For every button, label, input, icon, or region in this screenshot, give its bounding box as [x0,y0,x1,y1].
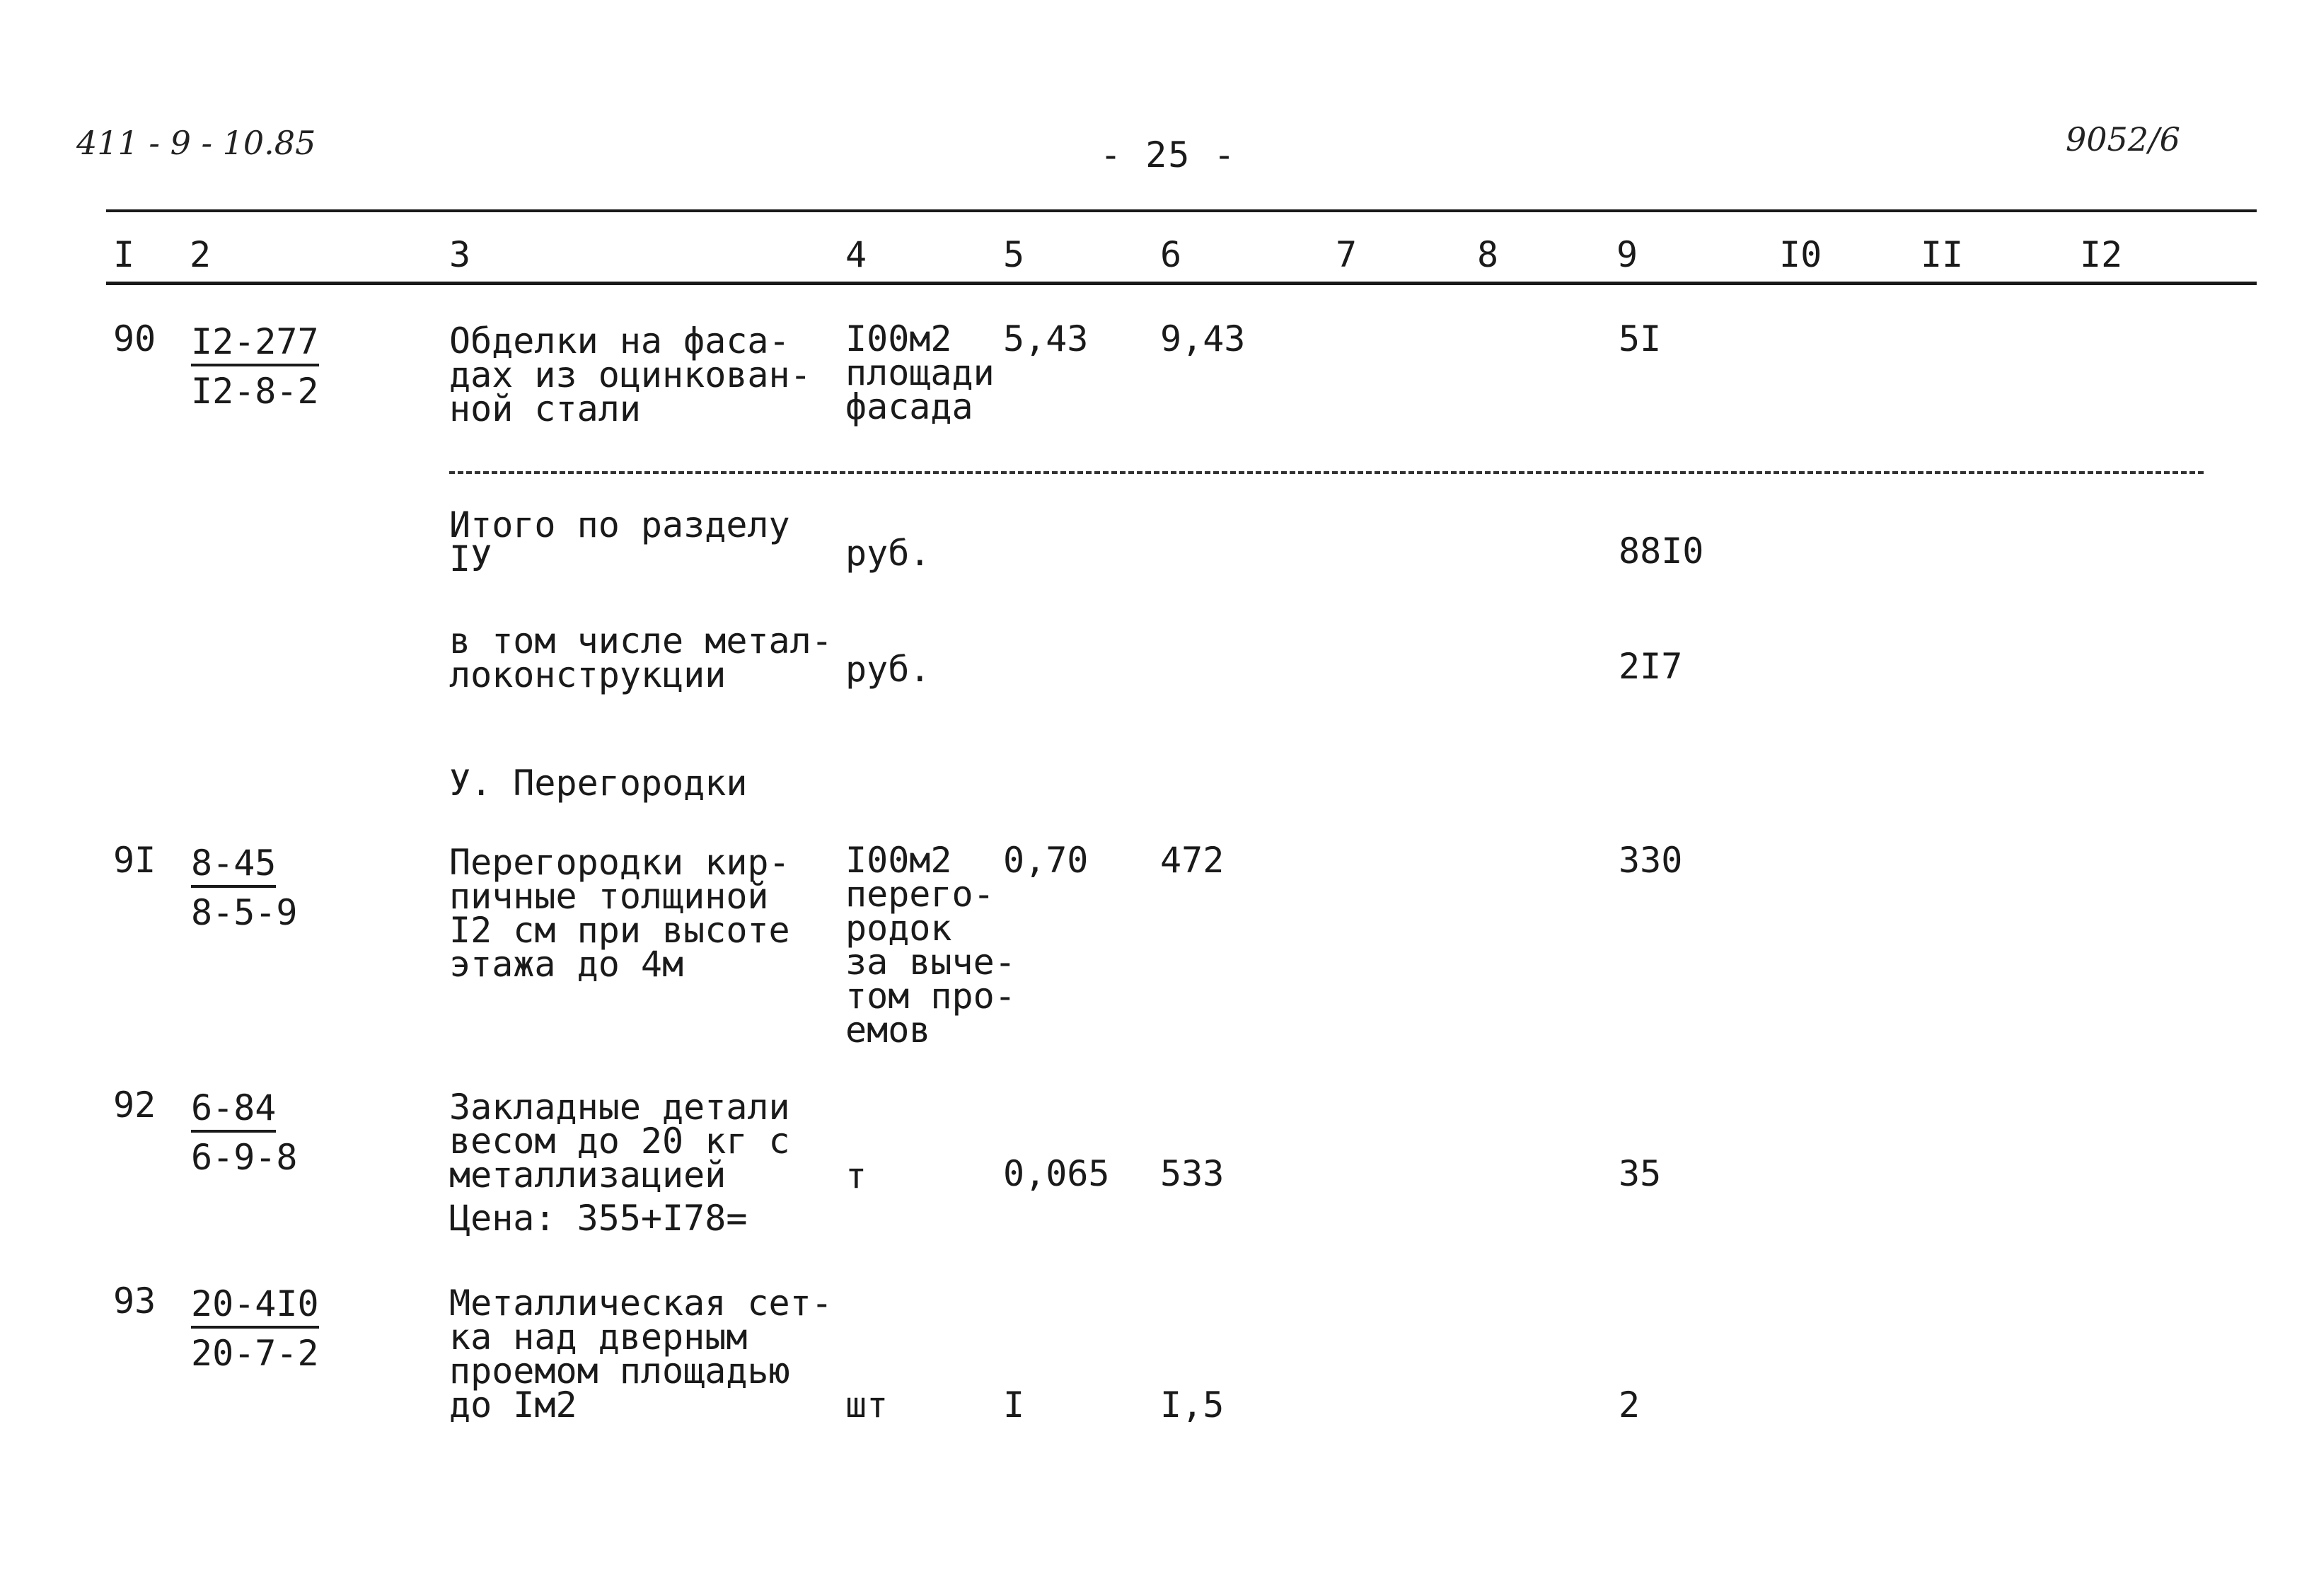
row-91-code-bottom: 8-5-9 [191,892,298,933]
row-90-code-top: I2-277 [191,324,319,366]
row-93-total: 2 [1619,1384,1641,1426]
section-separator [449,471,2204,474]
metal-structures-value: 2I7 [1619,646,1683,687]
column-header-4: 4 [845,234,867,275]
column-header-9: 9 [1616,234,1638,275]
section-total-value: 88I0 [1619,531,1704,572]
row-93-code [191,1283,319,1374]
row-91-quantity: 0,70 [1003,840,1089,881]
row-91-price: 472 [1160,840,1225,881]
row-91-name: Перегородки кир- пичные толщиной I2 см при высоте этажа до 4м [449,842,790,985]
row-92-number: 92 [113,1085,156,1126]
row-90-code [191,321,319,412]
row-93-number: 93 [113,1280,156,1322]
page-number: - 25 - [1100,134,1237,175]
column-header-10: I0 [1779,234,1822,275]
row-92-code-bottom: 6-9-8 [191,1137,298,1178]
row-90-number: 90 [113,318,156,359]
row-91-total: 330 [1619,840,1683,881]
row-93-code-top: 20-4I0 [191,1286,319,1329]
column-header-1: I [113,234,135,275]
row-92-price-note: Цена: 355+I78= [449,1198,748,1239]
document-code: 411 - 9 - 10.85 [76,124,316,162]
row-92-code-top: 6-84 [191,1090,276,1133]
column-header-6: 6 [1160,234,1182,275]
column-header-5: 5 [1003,234,1025,275]
row-93-code-bottom: 20-7-2 [191,1333,319,1374]
row-92-unit: т [845,1155,867,1196]
row-92-quantity: 0,065 [1003,1153,1110,1194]
metal-structures-unit: руб. [845,649,931,690]
row-92-code [191,1087,298,1178]
row-91-code-top: 8-45 [191,845,276,888]
row-90-total: 5I [1619,318,1662,359]
header-top-rule [106,209,2257,212]
row-90-unit: I00м2 площади фасада [845,318,995,427]
row-90-name: Обделки на фаса- дах из оцинкован- ной стали [449,320,811,429]
row-90-price: 9,43 [1160,318,1246,359]
row-93-name: Металлическая сет- ка над дверным проемом площадью до Iм2 [449,1283,833,1426]
row-92-total: 35 [1619,1153,1662,1194]
row-90-code-bottom: I2-8-2 [191,371,319,412]
column-header-8: 8 [1477,234,1499,275]
row-91-code [191,843,298,933]
row-91-unit: I00м2 перего- родок за выче- том про- емов [845,840,1016,1051]
row-91-number: 9I [113,840,156,881]
row-90-quantity: 5,43 [1003,318,1089,359]
row-93-unit: шт [845,1384,889,1426]
metal-structures-label: в том числе метал- локонструкции [449,620,833,695]
reference-code: 9052/6 [2066,120,2180,158]
column-header-3: 3 [449,234,471,275]
column-header-12: I2 [2080,234,2123,275]
column-header-2: 2 [190,234,212,275]
row-92-name: Закладные детали весом до 20 кг с металлизацией [449,1087,790,1196]
row-93-quantity: I [1003,1384,1025,1426]
section-total-label: Итого по разделу IУ [449,504,790,579]
row-92-price: 533 [1160,1153,1225,1194]
header-bottom-rule [106,282,2257,285]
section-total-unit: руб. [845,533,931,574]
section-title: У. Перегородки [449,763,748,804]
column-header-7: 7 [1336,234,1358,275]
column-header-11: II [1921,234,1964,275]
row-93-price: I,5 [1160,1384,1225,1426]
